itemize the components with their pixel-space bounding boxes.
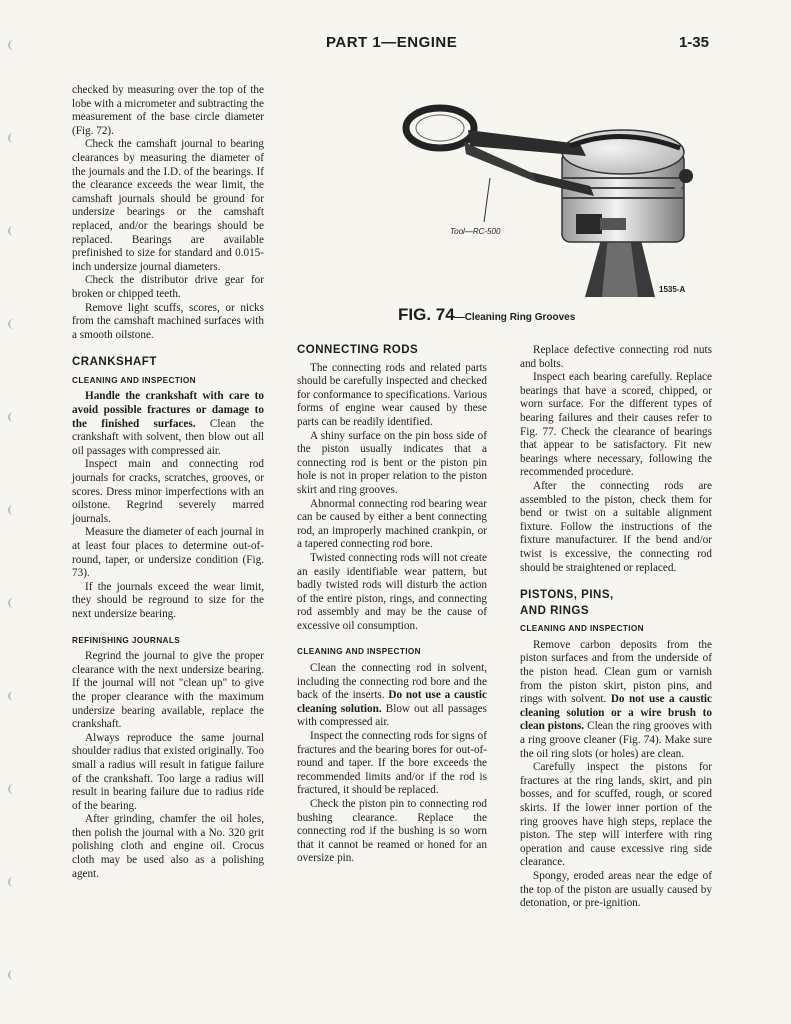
binder-hole xyxy=(8,505,18,515)
bold-text: Do not use a caustic cleaning solution. xyxy=(297,689,487,715)
section-heading-crankshaft: CRANKSHAFT xyxy=(72,356,157,369)
page-number: 1-35 xyxy=(678,34,709,51)
binder-hole xyxy=(8,691,18,701)
ring-groove-cleaner-illustration xyxy=(380,86,711,297)
paragraph: The connecting rods and related parts should be carefully inspected and checked for conformance to specifications. Various forms of engine wear caused by these parts can be readily identified. xyxy=(297,361,487,428)
section-heading-connecting-rods: CONNECTING RODS xyxy=(297,344,419,356)
paragraph: If the journals exceed the wear limit, they should be reground to size for the next undersize bearing. xyxy=(72,580,264,620)
paragraph xyxy=(297,662,487,730)
binder-hole xyxy=(8,877,18,887)
paragraph: Check the piston pin to connecting rod bushing clearance. Replace the connecting rod if the bushing is so worn that it cannot be reamed or honed for an oversize pin. xyxy=(297,798,487,865)
figure-code: 1535-A xyxy=(659,285,686,294)
paragraph xyxy=(72,390,264,458)
paragraph: Regrind the journal to give the proper clearance with the next undersize bearing. If the journal will not "clean up" to give the proper clearance with the maximum undersize bearing available, replace the crankshaft. xyxy=(72,650,264,731)
paragraph: Inspect the connecting rods for signs of fractures and the bearing bores for out-of-round and taper. If the bore exceeds the recommended limits and/or if the rod is fractured, it should be replaced. xyxy=(297,730,487,797)
paragraph: Remove light scuffs, scores, or nicks from the camshaft machined surfaces with a smooth oilstone. xyxy=(72,301,264,341)
section-heading-pistons-cont: AND RINGS xyxy=(520,604,590,617)
paragraph: Replace defective connecting rod nuts and bolts. xyxy=(520,344,712,370)
subsection-heading: CLEANING AND INSPECTION xyxy=(72,375,196,385)
subsection-heading: REFINISHING JOURNALS xyxy=(72,635,181,645)
binder-hole xyxy=(8,598,18,608)
paragraph: After the connecting rods are assembled to the piston, check them for bend or twist on a suitable alignment fixture. Follow the instructions of the fixture manufacturer. If the bend and/or twist is excessive, the connecting rod should be straightened or replaced. xyxy=(520,479,712,574)
text: Remove carbon deposits from the piston surfaces and from the underside of the piston head. Clean gum or varnish from the piston skirt, piston pins, and rings with solvent. xyxy=(520,638,712,706)
text: Blow out all passages with compressed air. xyxy=(297,702,487,729)
paragraph: Check the distributor drive gear for broken or chipped teeth. xyxy=(72,274,264,300)
binder-hole xyxy=(8,319,18,329)
section-heading-pistons: PISTONS, PINS, xyxy=(520,589,614,602)
column-right xyxy=(520,344,712,911)
binder-hole xyxy=(8,133,18,143)
text: Clean the connecting rod in solvent, including the connecting rod bore and the back of the inserts. xyxy=(297,662,487,702)
paragraph: A shiny surface on the pin boss side of the piston usually indicates that a connecting rod is bent or the piston pin hole is not in proper relation to the piston skirt and ring grooves. xyxy=(297,429,487,496)
paragraph: Always reproduce the same journal shoulder radius that existed originally. Too small a radius will result in fatigue failure of the crankshaft. Too large a radius will result in bearing failure due to radius ride of the bearing. xyxy=(72,731,264,812)
page-title: PART 1—ENGINE xyxy=(326,34,458,51)
bold-text: Do not use a caustic cleaning solution or a wire brush to clean pistons. xyxy=(520,693,712,733)
paragraph: Abnormal connecting rod bearing wear can be caused by either a bent connecting rod, an improperly machined crankpin, or a tapered connecting rod bore. xyxy=(297,497,487,551)
paragraph: After grinding, chamfer the oil holes, then polish the journal with a No. 320 grit polishing cloth and engine oil. Crocus cloth may be used also as a polishing agent. xyxy=(72,813,264,880)
column-left xyxy=(72,84,264,881)
tool-label: Tool—RC-500 xyxy=(450,227,501,236)
binder-hole xyxy=(8,784,18,794)
figure-ring-groove-cleaner xyxy=(380,86,711,297)
paragraph: checked by measuring over the top of the lobe with a micrometer and subtracting the measurement of the base circle diameter (Fig. 72). xyxy=(72,84,264,137)
paragraph: Inspect main and connecting rod journals for cracks, scratches, grooves, or scores. Dress minor imperfections with an oilstone. Regrind severely marred journals. xyxy=(72,458,264,525)
figure-number: FIG. 74 xyxy=(398,305,455,324)
paragraph: Twisted connecting rods will not create an easily identifiable wear pattern, but badly twisted rods will disturb the action of the entire piston, rings, and connecting rod assembly and may be the cause of excessive oil consumption. xyxy=(297,551,487,632)
binder-hole xyxy=(8,970,18,980)
page-header xyxy=(0,34,791,56)
subsection-heading: CLEANING AND INSPECTION xyxy=(297,647,421,657)
paragraph: Check the camshaft journal to bearing clearances by measuring the diameter of the journals and the I.D. of the bearings. If the clearance exceeds the wear limit, the camshaft journals should be ground for undersize bearings or the camshaft replaced, and/or the bearings should be replaced. Bearings are available prefinished to size for standard and 0.015-inch undersize journal diameters. xyxy=(72,138,264,273)
binder-hole xyxy=(8,226,18,236)
text: Clean the crankshaft with solvent, then blow out all oil passages with compressed air. xyxy=(72,417,264,457)
paragraph: Spongy, eroded areas near the edge of the top of the piston are usually caused by detonation, or pre-ignition. xyxy=(520,869,712,910)
text: Clean the ring grooves with a ring groove cleaner (Fig. 74). Make sure the oil ring slots (or holes) are clean. xyxy=(520,720,713,760)
column-middle xyxy=(297,344,487,866)
subsection-heading: CLEANING AND INSPECTION xyxy=(520,624,644,634)
paragraph xyxy=(520,639,712,761)
figure-caption xyxy=(398,305,575,325)
bold-text: Handle the crankshaft with care to avoid possible fractures or damage to the finished surfaces. xyxy=(72,390,264,430)
paragraph: Inspect each bearing carefully. Replace bearings that have a scored, chipped, or worn surface. For the different types of bearing failures and their causes refer to Fig. 77. Check the clearance of bearings that appear to be satisfactory. Fit new bearings where necessary, following the recommended procedure. xyxy=(520,371,712,479)
paragraph: Carefully inspect the pistons for fractures at the ring lands, skirt, and pin bosses, and for scuffed, rough, or scored skirts. If the lower inner portion of the ring grooves have high steps, replace the piston. The step will interfere with ring operation and cause excessive ring side clearance. xyxy=(520,761,712,869)
paragraph: Measure the diameter of each journal in at least four places to determine out-of-round, taper, or undersize condition (Fig. 73). xyxy=(72,526,264,580)
binder-hole xyxy=(8,412,18,422)
figure-caption-text: —Cleaning Ring Grooves xyxy=(454,312,576,323)
